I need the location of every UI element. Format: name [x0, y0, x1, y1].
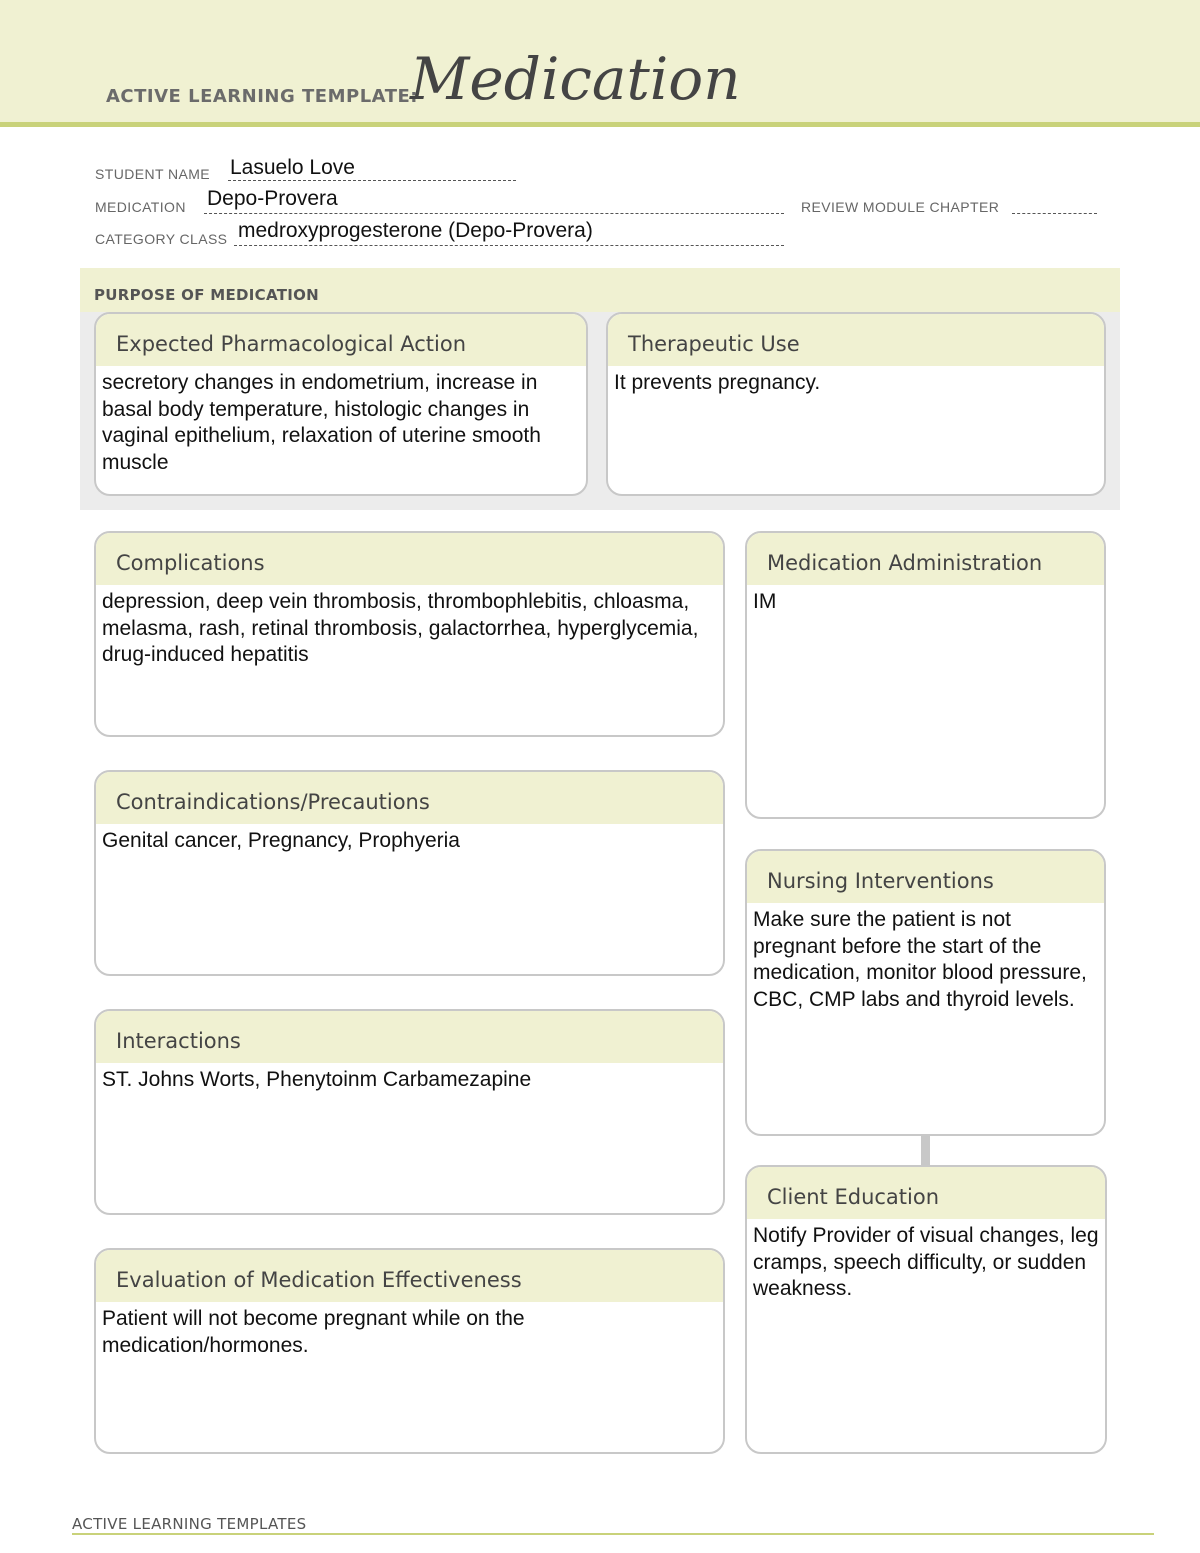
- therapeutic-use-title: Therapeutic Use: [608, 314, 1104, 366]
- template-label: ACTIVE LEARNING TEMPLATE:: [106, 86, 418, 107]
- interactions-text[interactable]: ST. Johns Worts, Phenytoinm Carbamezapine: [102, 1068, 532, 1091]
- expected-action-title: Expected Pharmacological Action: [96, 314, 586, 366]
- evaluation-text[interactable]: Patient will not become pregnant while on the medication/hormones.: [102, 1307, 525, 1357]
- expected-action-box: [94, 312, 588, 496]
- nursing-interventions-box: [745, 849, 1106, 1136]
- complications-box: [94, 531, 725, 737]
- contraindications-text[interactable]: Genital cancer, Pregnancy, Prophyeria: [102, 829, 460, 852]
- evaluation-title: Evaluation of Medication Effectiveness: [96, 1250, 723, 1302]
- student-name-field[interactable]: Lasuelo Love: [230, 156, 355, 179]
- administration-box: [745, 531, 1106, 819]
- contraindications-box: [94, 770, 725, 976]
- medication-field[interactable]: Depo-Provera: [207, 187, 338, 210]
- footer-rule: [72, 1533, 1154, 1535]
- administration-text[interactable]: IM: [753, 590, 777, 613]
- nursing-interventions-title: Nursing Interventions: [747, 851, 1104, 903]
- nursing-interventions-text[interactable]: Make sure the patient is not pregnant before the start of the medication, monitor blood pressure, CBC, CMP labs and thyroid levels.: [753, 908, 1087, 1011]
- page-title: Medication: [410, 45, 741, 113]
- box-connector: [921, 1134, 930, 1166]
- footer-label: ACTIVE LEARNING TEMPLATES: [72, 1515, 307, 1533]
- client-education-box: [745, 1165, 1107, 1454]
- therapeutic-use-box: [606, 312, 1106, 496]
- category-class-label: CATEGORY CLASS: [95, 231, 228, 247]
- complications-text[interactable]: depression, deep vein thrombosis, thrombophlebitis, chloasma, melasma, rash, retinal thrombosis, galactorrhea, hyperglycemia, drug-induced hepatitis: [102, 590, 699, 666]
- contraindications-title: Contraindications/Precautions: [96, 772, 723, 824]
- interactions-title: Interactions: [96, 1011, 723, 1063]
- evaluation-box: [94, 1248, 725, 1454]
- student-name-label: STUDENT NAME: [95, 166, 210, 182]
- therapeutic-use-text[interactable]: It prevents pregnancy.: [614, 371, 821, 394]
- interactions-box: [94, 1009, 725, 1215]
- complications-title: Complications: [96, 533, 723, 585]
- client-education-title: Client Education: [747, 1167, 1105, 1219]
- expected-action-text[interactable]: secretory changes in endometrium, increase in basal body temperature, histologic changes in vaginal epithelium, relaxation of uterine smooth muscle: [102, 371, 541, 474]
- review-module-label: REVIEW MODULE CHAPTER: [801, 199, 1000, 215]
- administration-title: Medication Administration: [747, 533, 1104, 585]
- medication-label: MEDICATION: [95, 199, 186, 215]
- client-education-text[interactable]: Notify Provider of visual changes, leg cramps, speech difficulty, or sudden weakness.: [753, 1224, 1099, 1300]
- category-class-field[interactable]: medroxyprogesterone (Depo-Provera): [238, 219, 593, 242]
- review-module-line: [1012, 197, 1097, 214]
- purpose-label: PURPOSE OF MEDICATION: [94, 286, 320, 304]
- header-rule: [0, 122, 1200, 127]
